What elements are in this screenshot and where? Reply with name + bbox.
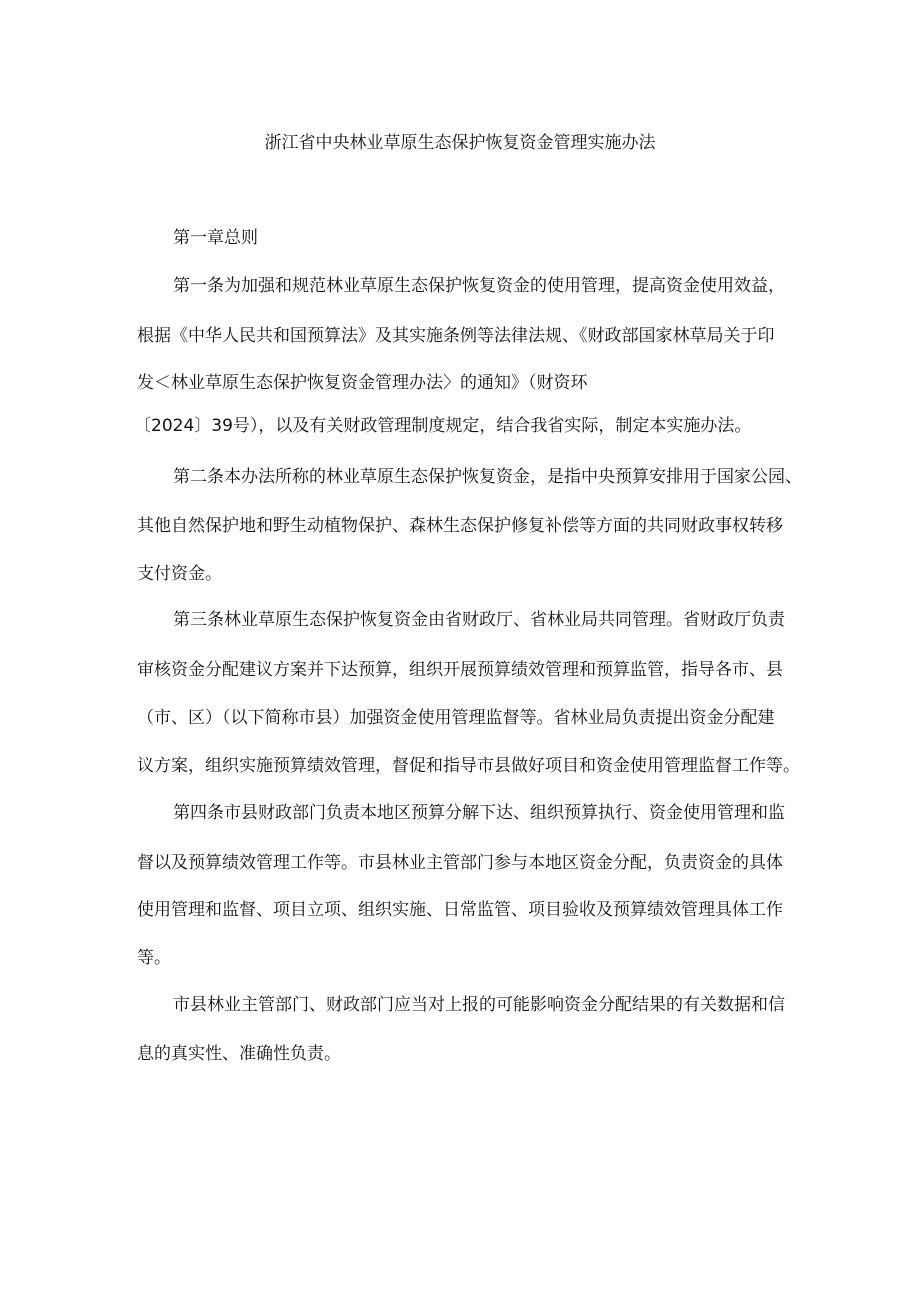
article-3-line-4: 议方案，组织实施预算绩效管理，督促和指导市县做好项目和资金使用管理监督工作等。 [137, 756, 800, 776]
article-1-line-4: 〔2024〕39号），以及有关财政管理制度规定，结合我省实际，制定本实施办法。 [134, 416, 752, 436]
chapter-heading: 第一章总则 [173, 228, 258, 248]
article-4-line-4: 等。 [137, 948, 171, 968]
article-3-line-1: 第三条林业草原生态保护恢复资金由省财政厅、省林业局共同管理。省财政厅负责 [173, 610, 785, 630]
article-2-line-3: 支付资金。 [137, 564, 222, 584]
article-4-para-2-line-2: 息的真实性、准确性负责。 [137, 1044, 341, 1064]
article-2-line-2: 其他自然保护地和野生动植物保护、森林生态保护修复补偿等方面的共同财政事权转移 [137, 516, 783, 536]
article-3-line-2: 审核资金分配建议方案并下达预算，组织开展预算绩效管理和预算监管，指导各市、县 [137, 660, 783, 680]
article-1-line-3: 发＜林业草原生态保护恢复资金管理办法〉的通知》（财资环 [137, 373, 588, 393]
article-4-line-3: 使用管理和监督、项目立项、组织实施、日常监管、项目验收及预算绩效管理具体工作 [137, 900, 783, 920]
article-4-line-1: 第四条市县财政部门负责本地区预算分解下达、组织预算执行、资金使用管理和监 [173, 803, 785, 823]
article-3-line-3: （市、区）（以下简称市县）加强资金使用管理监督等。省林业局负责提出资金分配建 [137, 708, 775, 728]
article-4-para-2-line-1: 市县林业主管部门、财政部门应当对上报的可能影响资金分配结果的有关数据和信 [173, 995, 785, 1015]
document-title: 浙江省中央林业草原生态保护恢复资金管理实施办法 [264, 133, 656, 153]
article-2-line-1: 第二条本办法所称的林业草原生态保护恢复资金，是指中央预算安排用于国家公园、 [173, 467, 802, 487]
article-4-line-2: 督以及预算绩效管理工作等。市县林业主管部门参与本地区资金分配，负责资金的具体 [137, 853, 783, 873]
article-1-line-2: 根据《中华人民共和国预算法》及其实施条例等法律法规、《财政部国家林草局关于印 [137, 326, 775, 346]
article-1-line-1: 第一条为加强和规范林业草原生态保护恢复资金的使用管理，提高资金使用效益， [173, 276, 785, 296]
